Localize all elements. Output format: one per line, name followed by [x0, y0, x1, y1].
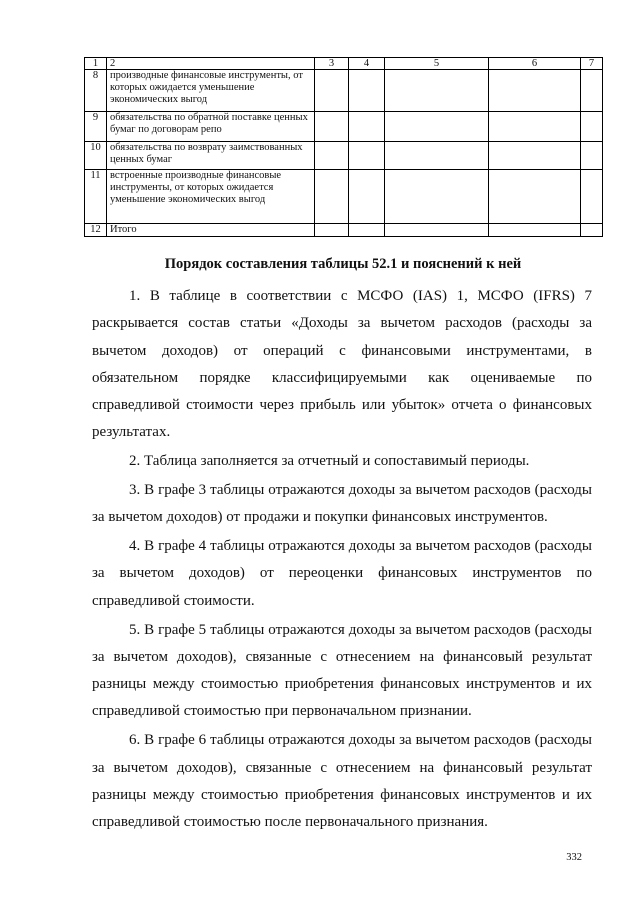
- row-number: 10: [85, 142, 107, 170]
- paragraph: 2. Таблица заполняется за отчетный и сопоставимый периоды.: [129, 453, 530, 470]
- header-cell: 6: [489, 58, 581, 70]
- paragraph: 5. В графе 5 таблицы отражаются доходы за вычетом расходов (расходы за вычетом доходов), связанные с отнесением на финансовый результат разницы между стоимостью приобретения финансовых инструментов и их справедливой стоимостью при первоначальном признании.: [92, 621, 592, 720]
- row-number: 12: [85, 224, 107, 237]
- body-text: [92, 283, 592, 838]
- row-text: встроенные производные финансовые инструменты, от которых ожидается уменьшение экономических выгод: [107, 170, 315, 224]
- paragraph: 4. В графе 4 таблицы отражаются доходы за вычетом расходов (расходы за вычетом доходов) от переоценки финансовых инструментов по справедливой стоимости.: [92, 538, 592, 609]
- table-row: [85, 170, 603, 224]
- table-header-row: [85, 58, 603, 70]
- table-row: [85, 142, 603, 170]
- table-row: [85, 70, 603, 112]
- header-cell: 4: [349, 58, 385, 70]
- row-text: обязательства по обратной поставке ценных бумаг по договорам репо: [107, 112, 315, 142]
- paragraph: 3. В графе 3 таблицы отражаются доходы за вычетом расходов (расходы за вычетом доходов) от продажи и покупки финансовых инструментов.: [92, 482, 592, 526]
- row-number: 9: [85, 112, 107, 142]
- table-row-total: [85, 224, 603, 237]
- row-text: Итого: [107, 224, 315, 237]
- header-cell: 5: [385, 58, 489, 70]
- page-number: 332: [566, 852, 582, 863]
- row-number: 11: [85, 170, 107, 224]
- paragraph: 1. В таблице в соответствии с МСФО (IAS) 1, МСФО (IFRS) 7 раскрывается состав статьи «Доходы за вычетом расходов (расходы за вычетом доходов) от операций с финансовыми инструментами, в обязательном порядке классифицируемыми как оцениваемые по справедливой стоимости через прибыль или убыток» отчета о финансовых результатах.: [92, 288, 592, 441]
- section-title: Порядок составления таблицы 52.1 и пояснений к ней: [164, 256, 522, 272]
- data-table: [84, 57, 603, 237]
- paragraph: 6. В графе 6 таблицы отражаются доходы за вычетом расходов (расходы за вычетом доходов), связанные с отнесением на финансовый результат разницы между стоимостью приобретения финансовых инструментов и их справедливой стоимостью после первоначального признания.: [92, 732, 592, 831]
- row-text: обязательства по возврату заимствованных ценных бумаг: [107, 142, 315, 170]
- row-number: 8: [85, 70, 107, 112]
- row-text: производные финансовые инструменты, от которых ожидается уменьшение экономических выгод: [107, 70, 315, 112]
- table-row: [85, 112, 603, 142]
- header-cell: 1: [85, 58, 107, 70]
- header-cell: 3: [315, 58, 349, 70]
- header-cell: 7: [581, 58, 603, 70]
- header-cell: 2: [107, 58, 315, 70]
